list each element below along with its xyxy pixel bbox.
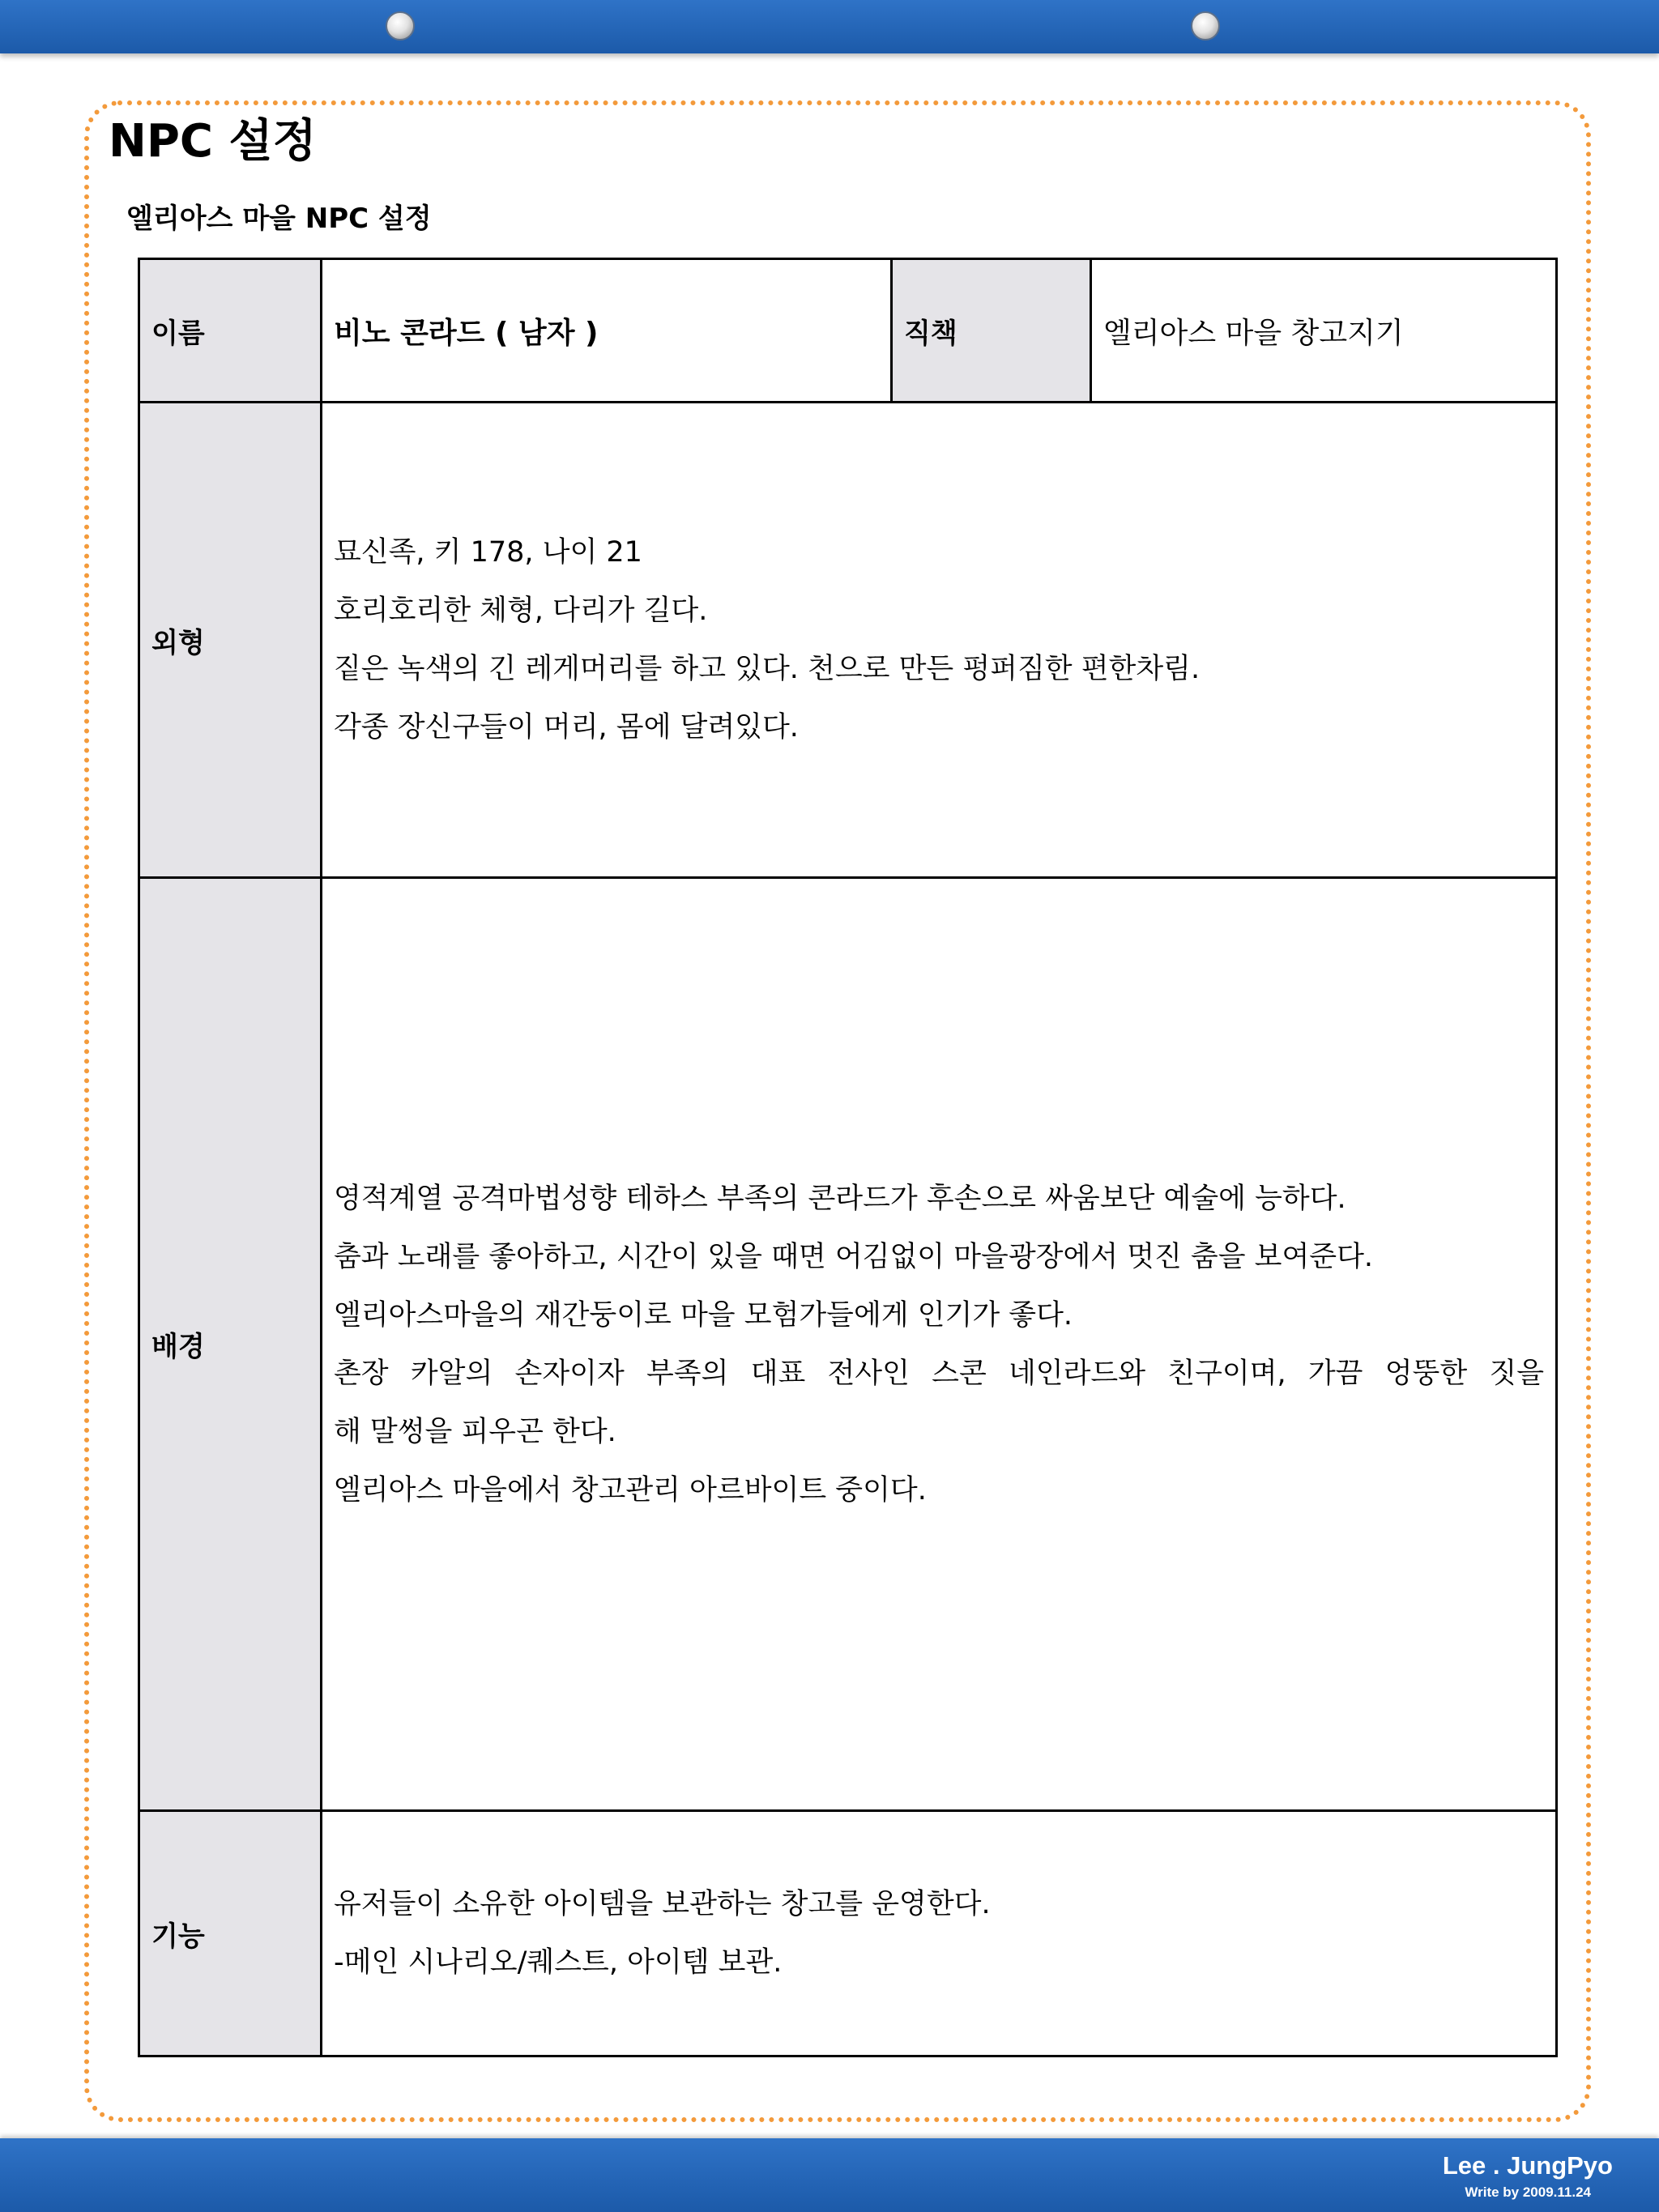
background-line: 촌장 카알의 손자이자 부족의 대표 전사인 스콘 네인라드와 친구이며, 가끔 엉뚱한 짓을	[334, 1357, 1544, 1390]
binder-hole-right	[1191, 11, 1220, 40]
appearance-line: 짙은 녹색의 긴 레게머리를 하고 있다. 천으로 만든 펑퍼짐한 편한차림.	[334, 653, 1201, 685]
name-row	[139, 259, 1557, 403]
background-row	[139, 878, 1557, 1811]
appearance-label: 외형	[139, 403, 322, 878]
name-label: 이름	[139, 259, 322, 403]
function-line: 유저들이 소유한 아이템을 보관하는 창고를 운영한다.	[334, 1888, 991, 1920]
background-line: 엘리아스 마을에서 창고관리 아르바이트 중이다.	[334, 1473, 927, 1507]
appearance-line: 호리호리한 체형, 다리가 길다.	[334, 595, 708, 627]
role-value: 엘리아스 마을 창고지기	[1091, 259, 1557, 403]
role-label: 직책	[892, 259, 1091, 403]
bottom-banner	[0, 2138, 1659, 2212]
function-line: -메인 시나리오/퀘스트, 아이템 보관.	[334, 1946, 783, 1979]
appearance-content	[322, 403, 1557, 878]
function-content	[322, 1811, 1557, 2056]
binder-hole-left	[386, 11, 415, 40]
background-line: 해 말썽을 피우곤 한다.	[334, 1415, 616, 1448]
page-title: NPC 설정	[109, 115, 317, 168]
appearance-line: 각종 장신구들이 머리, 몸에 달려있다.	[334, 711, 799, 744]
appearance-row	[139, 403, 1557, 878]
background-line: 춤과 노래를 좋아하고, 시간이 있을 때면 어김없이 마을광장에서 멋진 춤을 보여준다.	[334, 1240, 1374, 1273]
background-line: 영적계열 공격마법성향 테하스 부족의 콘라드가 후손으로 싸움보단 예술에 능하다.	[334, 1182, 1346, 1215]
name-value: 비노 콘라드 ( 남자 )	[322, 259, 892, 403]
npc-info-table	[138, 258, 1558, 2057]
function-label: 기능	[139, 1811, 322, 2056]
top-banner	[0, 0, 1659, 53]
author-name: Lee . JungPyo	[1442, 2151, 1613, 2180]
write-date: Write by 2009.11.24	[1465, 2184, 1591, 2200]
page-subtitle: 엘리아스 마을 NPC 설정	[126, 202, 432, 235]
function-row	[139, 1811, 1557, 2056]
background-content	[322, 878, 1557, 1811]
appearance-line: 묘신족, 키 178, 나이 21	[334, 536, 642, 569]
background-line: 엘리아스마을의 재간둥이로 마을 모험가들에게 인기가 좋다.	[334, 1298, 1073, 1332]
background-label: 배경	[139, 878, 322, 1811]
